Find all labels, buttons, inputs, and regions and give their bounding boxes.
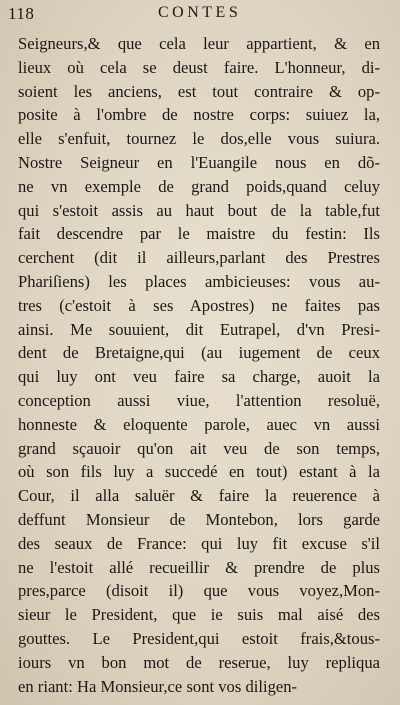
running-head: CONTES <box>158 4 242 21</box>
bottom-margin <box>0 685 400 705</box>
text-line: sieur le President, que ie suis mal aisé des <box>18 605 380 625</box>
text-line: ainsi. Me souuient, dit Eutrapel, d'vn Presi- <box>18 319 380 339</box>
text-line: des seaux de France: qui luy fit excuse s'il <box>18 533 380 553</box>
text-line: honneste & eloquente parole, auec vn aussi <box>18 414 380 434</box>
text-line: en riant: Ha Monsieur,ce sont vos diligen- <box>18 676 298 696</box>
text-line: Seigneurs,& que cela leur appartient, & en <box>18 34 380 53</box>
text-line: tres (c'estoit à ses Apostres) ne faites pas <box>18 295 380 315</box>
text-line: posite à l'ombre de nostre corps: suiuez la, <box>18 105 380 125</box>
text-line: dent de Bretaigne,qui (au iugement de ceux <box>18 343 380 363</box>
text-line: ne l'estoit allé recueillir & prendre de plus <box>18 557 380 577</box>
text-line: soient les anciens, est tout contraire & op- <box>18 81 380 101</box>
body-text <box>18 32 380 698</box>
text-line: qui s'estoit assis au haut bout de la table,fut <box>18 200 380 220</box>
text-line: cerchent (dit il ailleurs,parlant des Prestres <box>18 248 380 268</box>
text-line: Cour, il alla saluër & faire la reuerence à <box>18 486 380 506</box>
text-line: iours vn bon mot de reserue, luy repliqua <box>18 652 380 672</box>
text-line: où son fils luy a succedé en tout) estant à la <box>18 462 380 482</box>
text-line: conception aussi viue, l'attention resoluë, <box>18 390 380 410</box>
text-line: Nostre Seigneur en l'Euangile nous en dõ- <box>18 152 380 172</box>
page-header <box>8 2 392 28</box>
text-line: Phariſiens) les places ambicieuses: vous au- <box>18 271 380 291</box>
page-number: 118 <box>8 4 35 23</box>
text-line: grand sçauoir qu'on ait veu de son temps, <box>18 438 380 458</box>
text-line: fait descendre par le maistre du festin: Ils <box>18 224 380 244</box>
text-line: ne vn exemple de grand poids,quand celuy <box>18 176 380 196</box>
text-line: lieux où cela se deust faire. L'honneur, di- <box>18 57 380 77</box>
text-line: gouttes. Le President,qui estoit frais,&tous- <box>18 628 380 648</box>
text-line: deffunt Monsieur de Montebon, lors garde <box>18 509 380 529</box>
text-line: qui luy ont veu faire sa charge, auoit la <box>18 367 380 387</box>
text-line: elle s'enfuit, tournez le dos,elle vous suiura. <box>18 129 380 149</box>
text-line: pres,parce (disoit il) que vous voyez,Mon- <box>18 581 380 601</box>
